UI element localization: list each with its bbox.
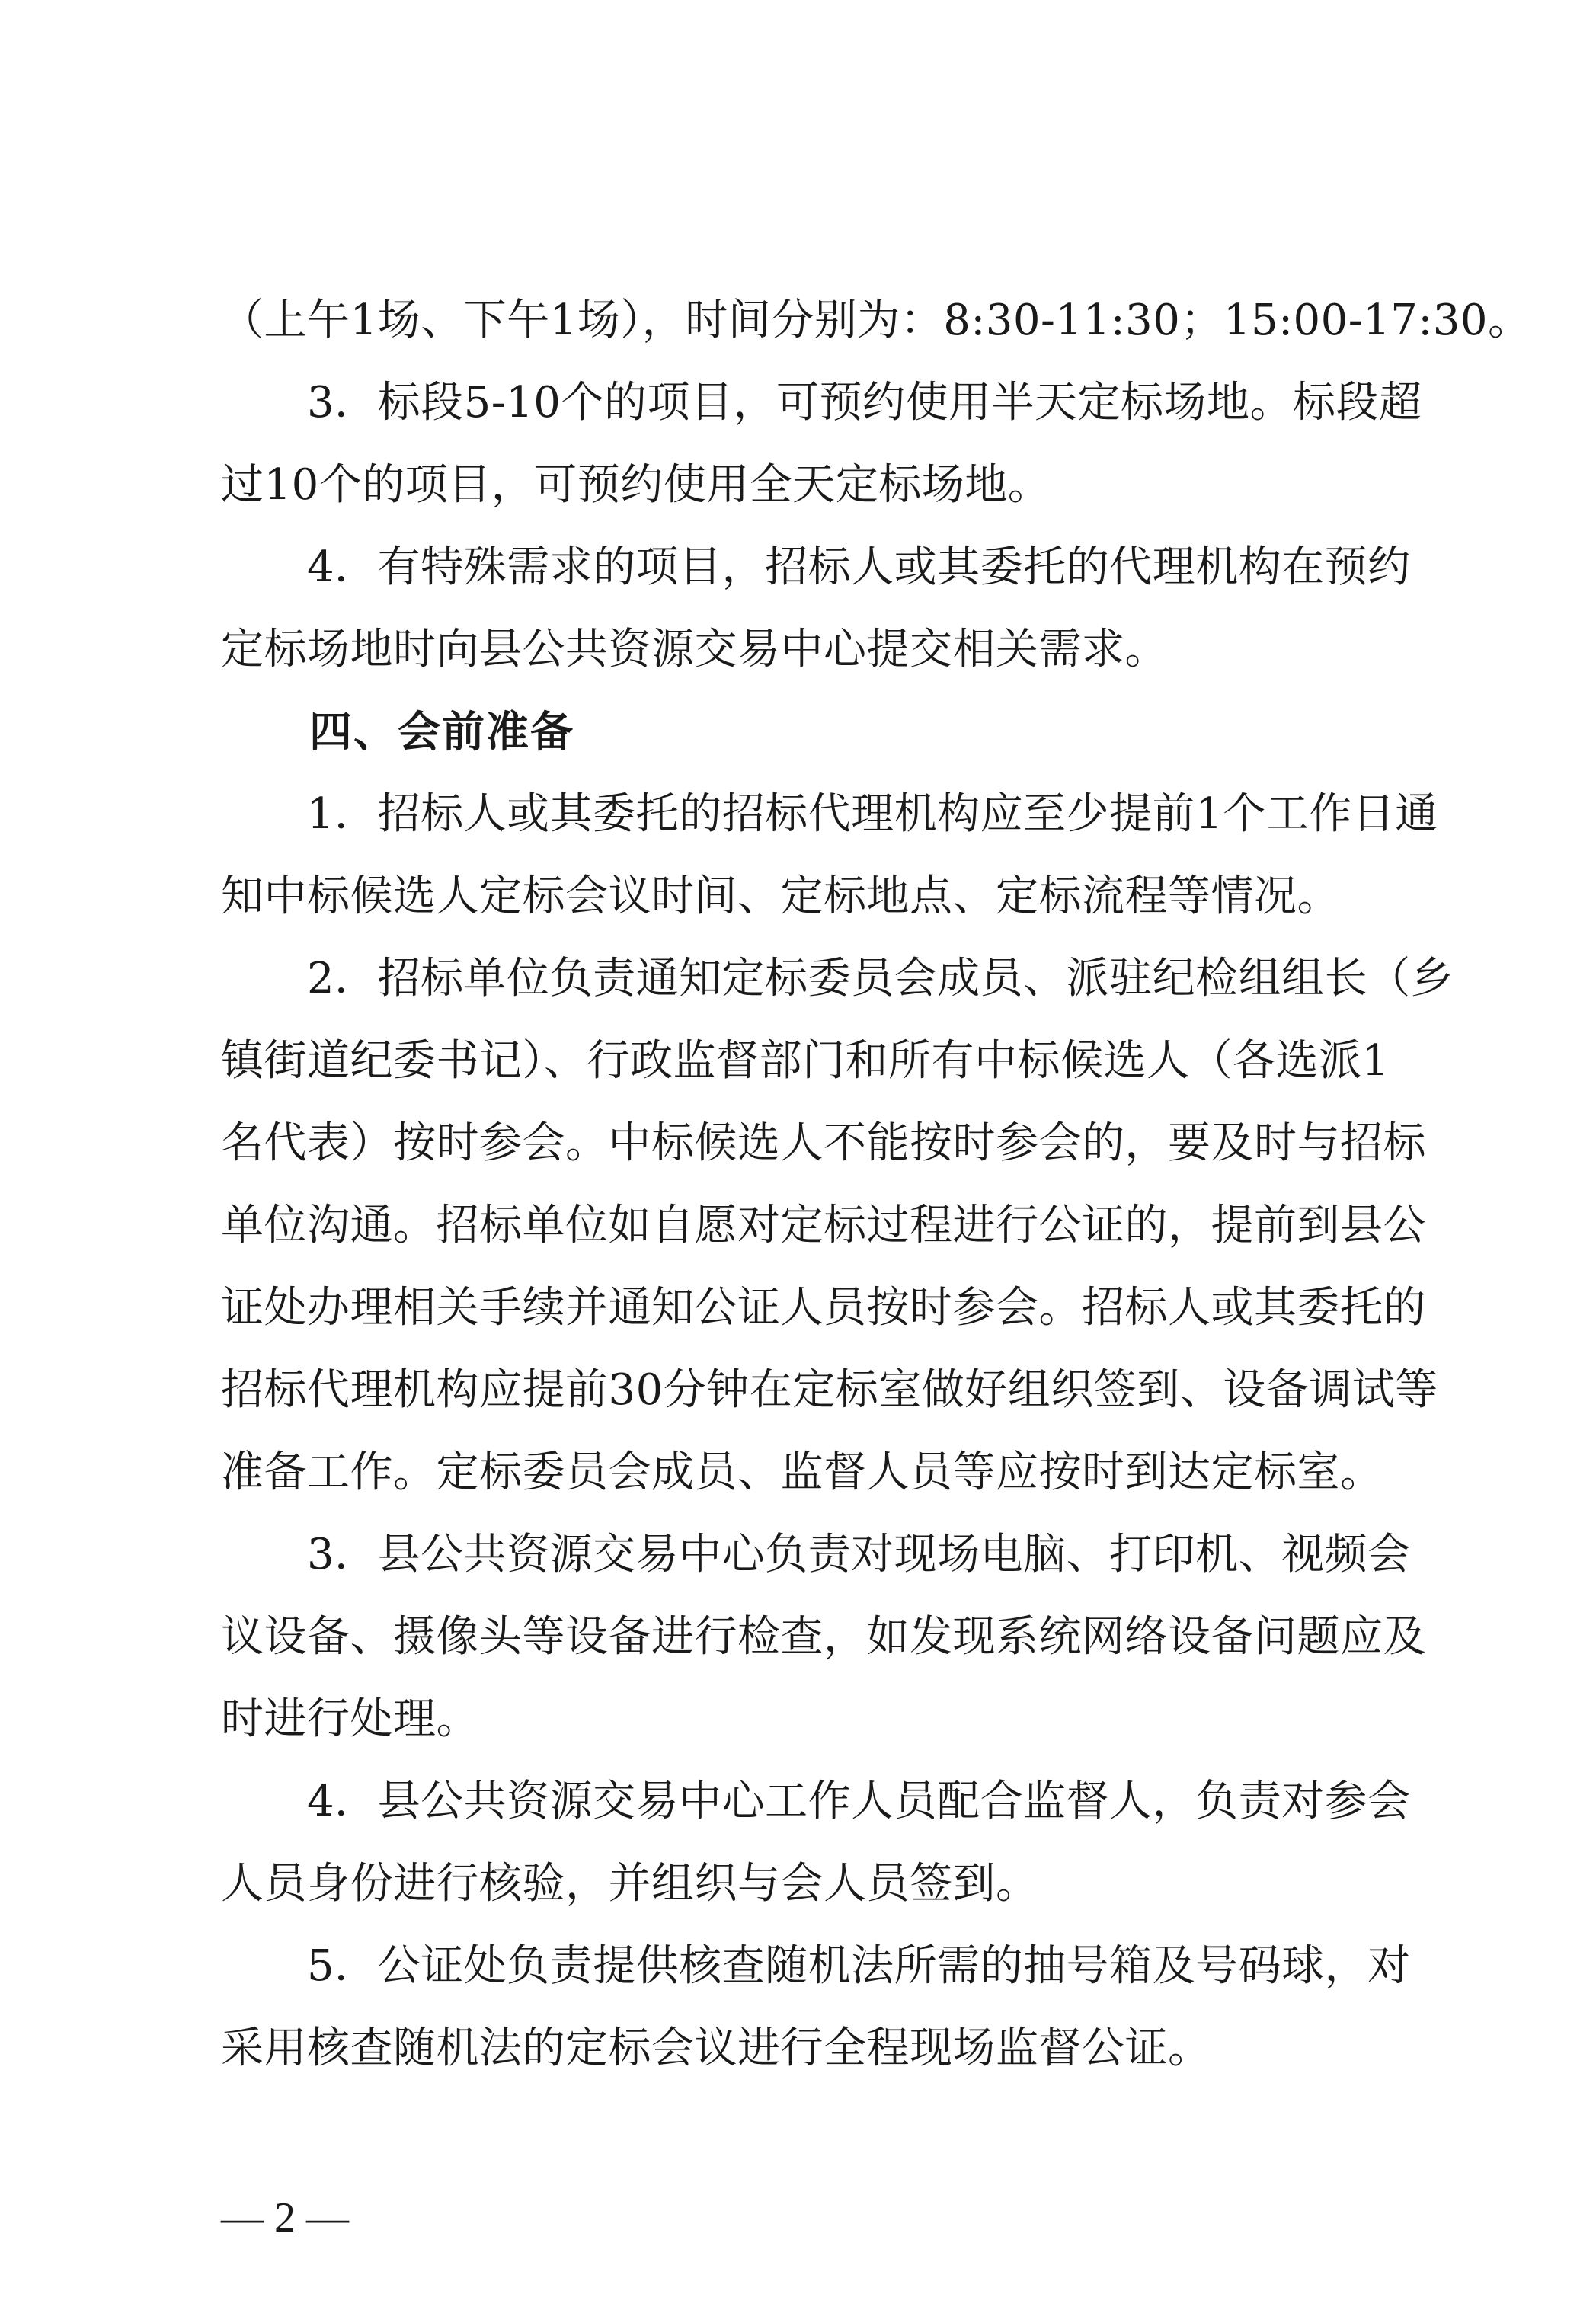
- body-line-10: 镇街道纪委书记）、行政监督部门和所有中标候选人（各选派1: [221, 1036, 1390, 1086]
- body-line-22: 采用核查随机法的定标会议进行全程现场监督公证。: [221, 2024, 1211, 2073]
- body-line-2: 3．标段5-10个的项目，可预约使用半天定标场地。标段超: [221, 378, 1422, 427]
- body-line-18: 时进行处理。: [221, 1694, 479, 1744]
- body-line-13: 证处办理相关手续并通知公证人员按时参会。招标人或其委托的: [221, 1283, 1426, 1333]
- body-line-17: 议设备、摄像头等设备进行检查，如发现系统网络设备问题应及: [221, 1612, 1426, 1662]
- section-heading: 四、会前准备: [221, 707, 574, 757]
- body-line-4: 4．有特殊需求的项目，招标人或其委托的代理机构在预约: [221, 542, 1411, 592]
- page-number: — 2 —: [221, 2194, 349, 2241]
- body-line-1: （上午1场、下午1场），时间分别为：8:30-11:30；15:00-17:30。: [221, 296, 1531, 345]
- body-line-7: 1．招标人或其委托的招标代理机构应至少提前1个工作日通: [221, 789, 1438, 839]
- body-line-9: 2．招标单位负责通知定标委员会成员、派驻纪检组组长（乡: [221, 954, 1454, 1003]
- body-line-19: 4．县公共资源交易中心工作人员配合监督人，负责对参会: [221, 1777, 1411, 1826]
- body-line-8: 知中标候选人定标会议时间、定标地点、定标流程等情况。: [221, 872, 1340, 921]
- body-line-5: 定标场地时向县公共资源交易中心提交相关需求。: [221, 625, 1168, 674]
- body-line-12: 单位沟通。招标单位如自愿对定标过程进行公证的，提前到县公: [221, 1201, 1426, 1250]
- body-line-21: 5．公证处负责提供核查随机法所需的抽号箱及号码球，对: [221, 1941, 1411, 1991]
- body-line-14: 招标代理机构应提前30分钟在定标室做好组织签到、设备调试等: [221, 1365, 1438, 1415]
- body-line-20: 人员身份进行核验，并组织与会人员签到。: [221, 1859, 1039, 1908]
- body-line-16: 3．县公共资源交易中心负责对现场电脑、打印机、视频会: [221, 1530, 1411, 1579]
- body-line-15: 准备工作。定标委员会成员、监督人员等应按时到达定标室。: [221, 1448, 1383, 1497]
- body-line-11: 名代表）按时参会。中标候选人不能按时参会的，要及时与招标: [221, 1118, 1426, 1168]
- body-line-3: 过10个的项目，可预约使用全天定标场地。: [221, 460, 1051, 510]
